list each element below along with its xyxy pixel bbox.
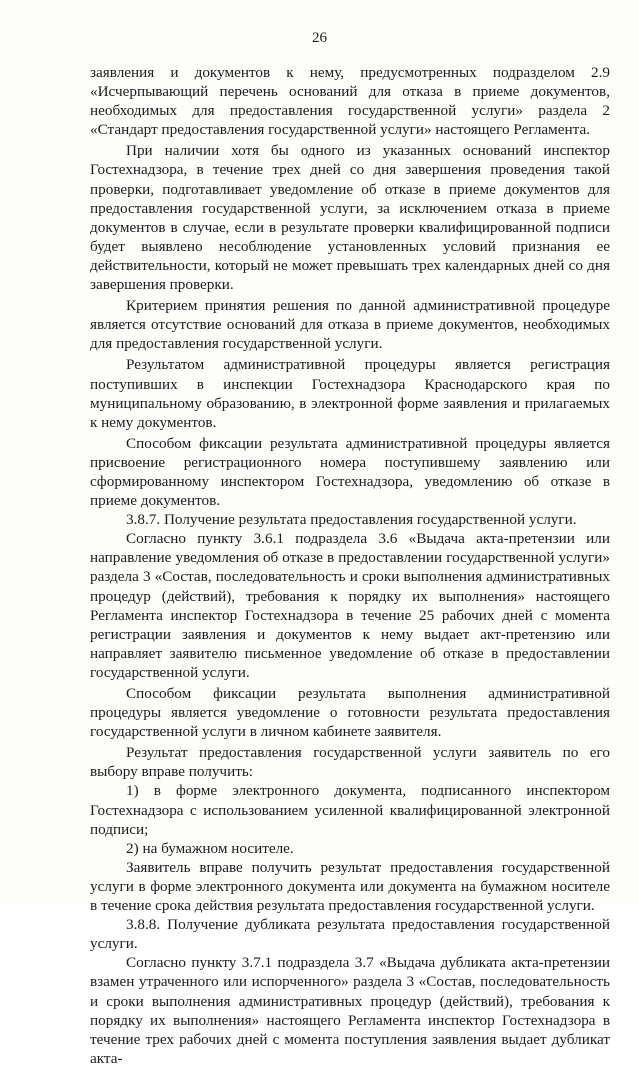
paragraph-3: Критерием принятия решения по данной административной процедуре является отсутствие оснований для отказа в приеме документов, необходимых для предоставления государственной услуги.	[90, 297, 610, 353]
paragraph-5: Способом фиксации результата административной процедуры является присвоение регистрационного номера поступившему заявлению или сформированному инспектором Гостехнадзора, уведомлению об отказе в приеме документов.	[90, 434, 610, 510]
paragraph-10: Согласно пункту 3.7.1 подраздела 3.7 «Выдача дубликата акта-претензии взамен утраченного или испорченного» раздела 3 «Состав, последовательность и сроки выполнения административных процедур (действий), требования к порядку их выполнения» настоящего Регламента инспектор Гостехнадзора в течение трех рабочих дней с момента поступления заявления выдает дубликат акта-	[90, 954, 610, 1067]
list-item-1: 1) в форме электронного документа, подписанного инспектором Гостехнадзора с использованием усиленной квалифицированной электронной подписи;	[90, 782, 610, 838]
paragraph-7: Способом фиксации результата выполнения административной процедуры является уведомление о готовности результата предоставления государственной услуги в личном кабинете заявителя.	[90, 685, 610, 741]
section-heading-3-8-8: 3.8.8. Получение дубликата результата предоставления государственной услуги.	[90, 916, 610, 953]
list-item-2: 2) на бумажном носителе.	[126, 839, 294, 857]
page-number: 26	[312, 30, 327, 46]
paragraph-4: Результатом административной процедуры является регистрация поступивших в инспекции Гостехнадзора Краснодарского края по муниципальному образованию, в электронной форме заявления и прилагаемых к нему документов.	[90, 356, 610, 431]
paragraph-9: Заявитель вправе получить результат предоставления государственной услуги в форме электронного документа или документа на бумажном носителе в течение срока действия результата предоставления государственной услуги.	[90, 858, 610, 915]
document-body	[90, 63, 610, 1068]
section-heading-3-8-7: 3.8.7. Получение результата предоставления государственной услуги.	[126, 511, 577, 529]
paragraph-6: Согласно пункту 3.6.1 подраздела 3.6 «Выдача акта-претензии или направление уведомления об отказе в предоставлении государственной услуги» раздела 3 «Состав, последовательность и сроки выполнения административных процедур (действий), требования к порядку их выполнения» настоящего Регламента инспектор Гостехнадзора в течение 25 рабочих дней с момента регистрации заявления и документов к нему выдает акт-претензию или направляет заявителю письменное уведомление об отказе в предоставлении государственной услуги.	[90, 530, 610, 681]
paragraph-2: При наличии хотя бы одного из указанных оснований инспектор Гостехнадзора, в течение трех дней со дня завершения проведения такой проверки, подготавливает уведомление об отказе в приеме документов для предоставления государственной услуги, за исключением отказа в приеме документов в случае, если в результате проверки квалифицированной подписи будет выявлено несоблюдение установленных условий признания ее действительности, который не может превышать трех календарных дней со дня завершения проверки.	[90, 142, 610, 294]
paragraph-8: Результат предоставления государственной услуги заявитель по его выбору вправе получить:	[90, 744, 610, 781]
paragraph-1: заявления и документов к нему, предусмотренных подразделом 2.9 «Исчерпывающий перечень оснований для отказа в приеме документов, необходимых для предоставления государственной услуги» раздела 2 «Стандарт предоставления государственной услуги» настоящего Регламента.	[90, 64, 610, 139]
